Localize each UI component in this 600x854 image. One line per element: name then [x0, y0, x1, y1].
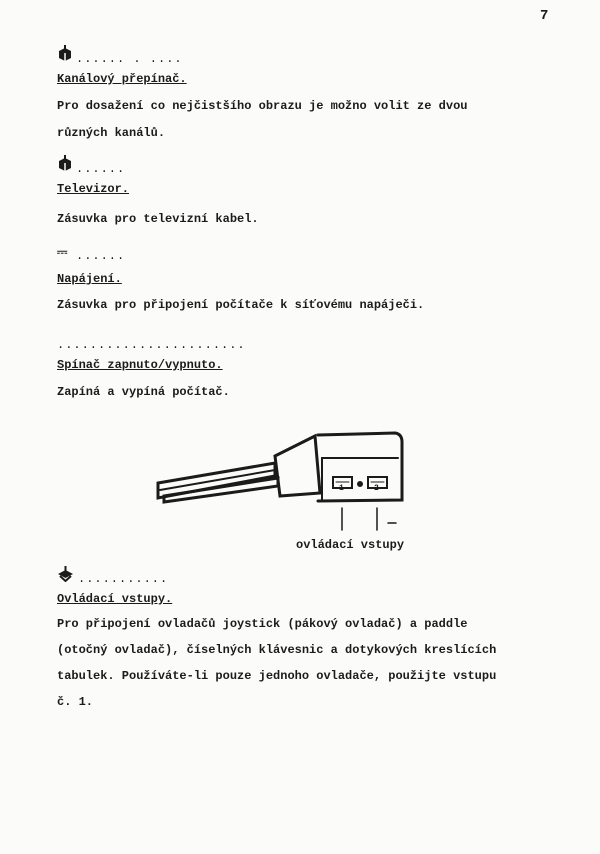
- body-text: Pro dosažení co nejčistšího obrazu je možno volit ze dvou: [57, 99, 468, 113]
- page-number: 7: [540, 8, 549, 24]
- body-text: (otočný ovladač), číselných klávesnic a dotykových kreslících: [57, 643, 497, 657]
- section-title: Spínač zapnuto/vypnuto.: [57, 358, 223, 372]
- dot-leader: ...... . ....: [76, 52, 183, 66]
- dot-leader: ......: [76, 162, 126, 176]
- body-text: tabulek. Používáte-li pouze jednoho ovladače, použijte vstupu: [57, 669, 497, 683]
- body-text: Zásuvka pro televizní kabel.: [57, 212, 259, 226]
- dc-power-icon: ⎓: [57, 245, 68, 260]
- body-text: Zásuvka pro připojení počítače k síťovému napáječi.: [57, 298, 425, 312]
- section-title: Kanálový přepínač.: [57, 72, 187, 86]
- dot-leader: ......: [76, 249, 126, 263]
- body-text: Pro připojení ovladačů joystick (pákový ovladač) a paddle: [57, 617, 468, 631]
- joystick-icon: [57, 565, 74, 582]
- port-label-2: 2: [374, 484, 379, 493]
- body-text: č. 1.: [57, 695, 94, 709]
- channel-switch-icon: [57, 44, 73, 62]
- dot-leader: ...........: [78, 572, 169, 586]
- section-title: Napájení.: [57, 272, 122, 286]
- dot-leader: .......................: [57, 338, 246, 352]
- section-title: Ovládací vstupy.: [57, 592, 173, 606]
- computer-side-illustration: [150, 428, 420, 538]
- tv-connector-icon: [57, 154, 73, 172]
- body-text: různých kanálů.: [57, 126, 166, 140]
- port-label-1: 1: [339, 484, 344, 493]
- body-text: Zapíná a vypíná počítač.: [57, 385, 230, 399]
- section-title: Televizor.: [57, 182, 130, 196]
- figure-caption: ovládací vstupy: [296, 538, 405, 552]
